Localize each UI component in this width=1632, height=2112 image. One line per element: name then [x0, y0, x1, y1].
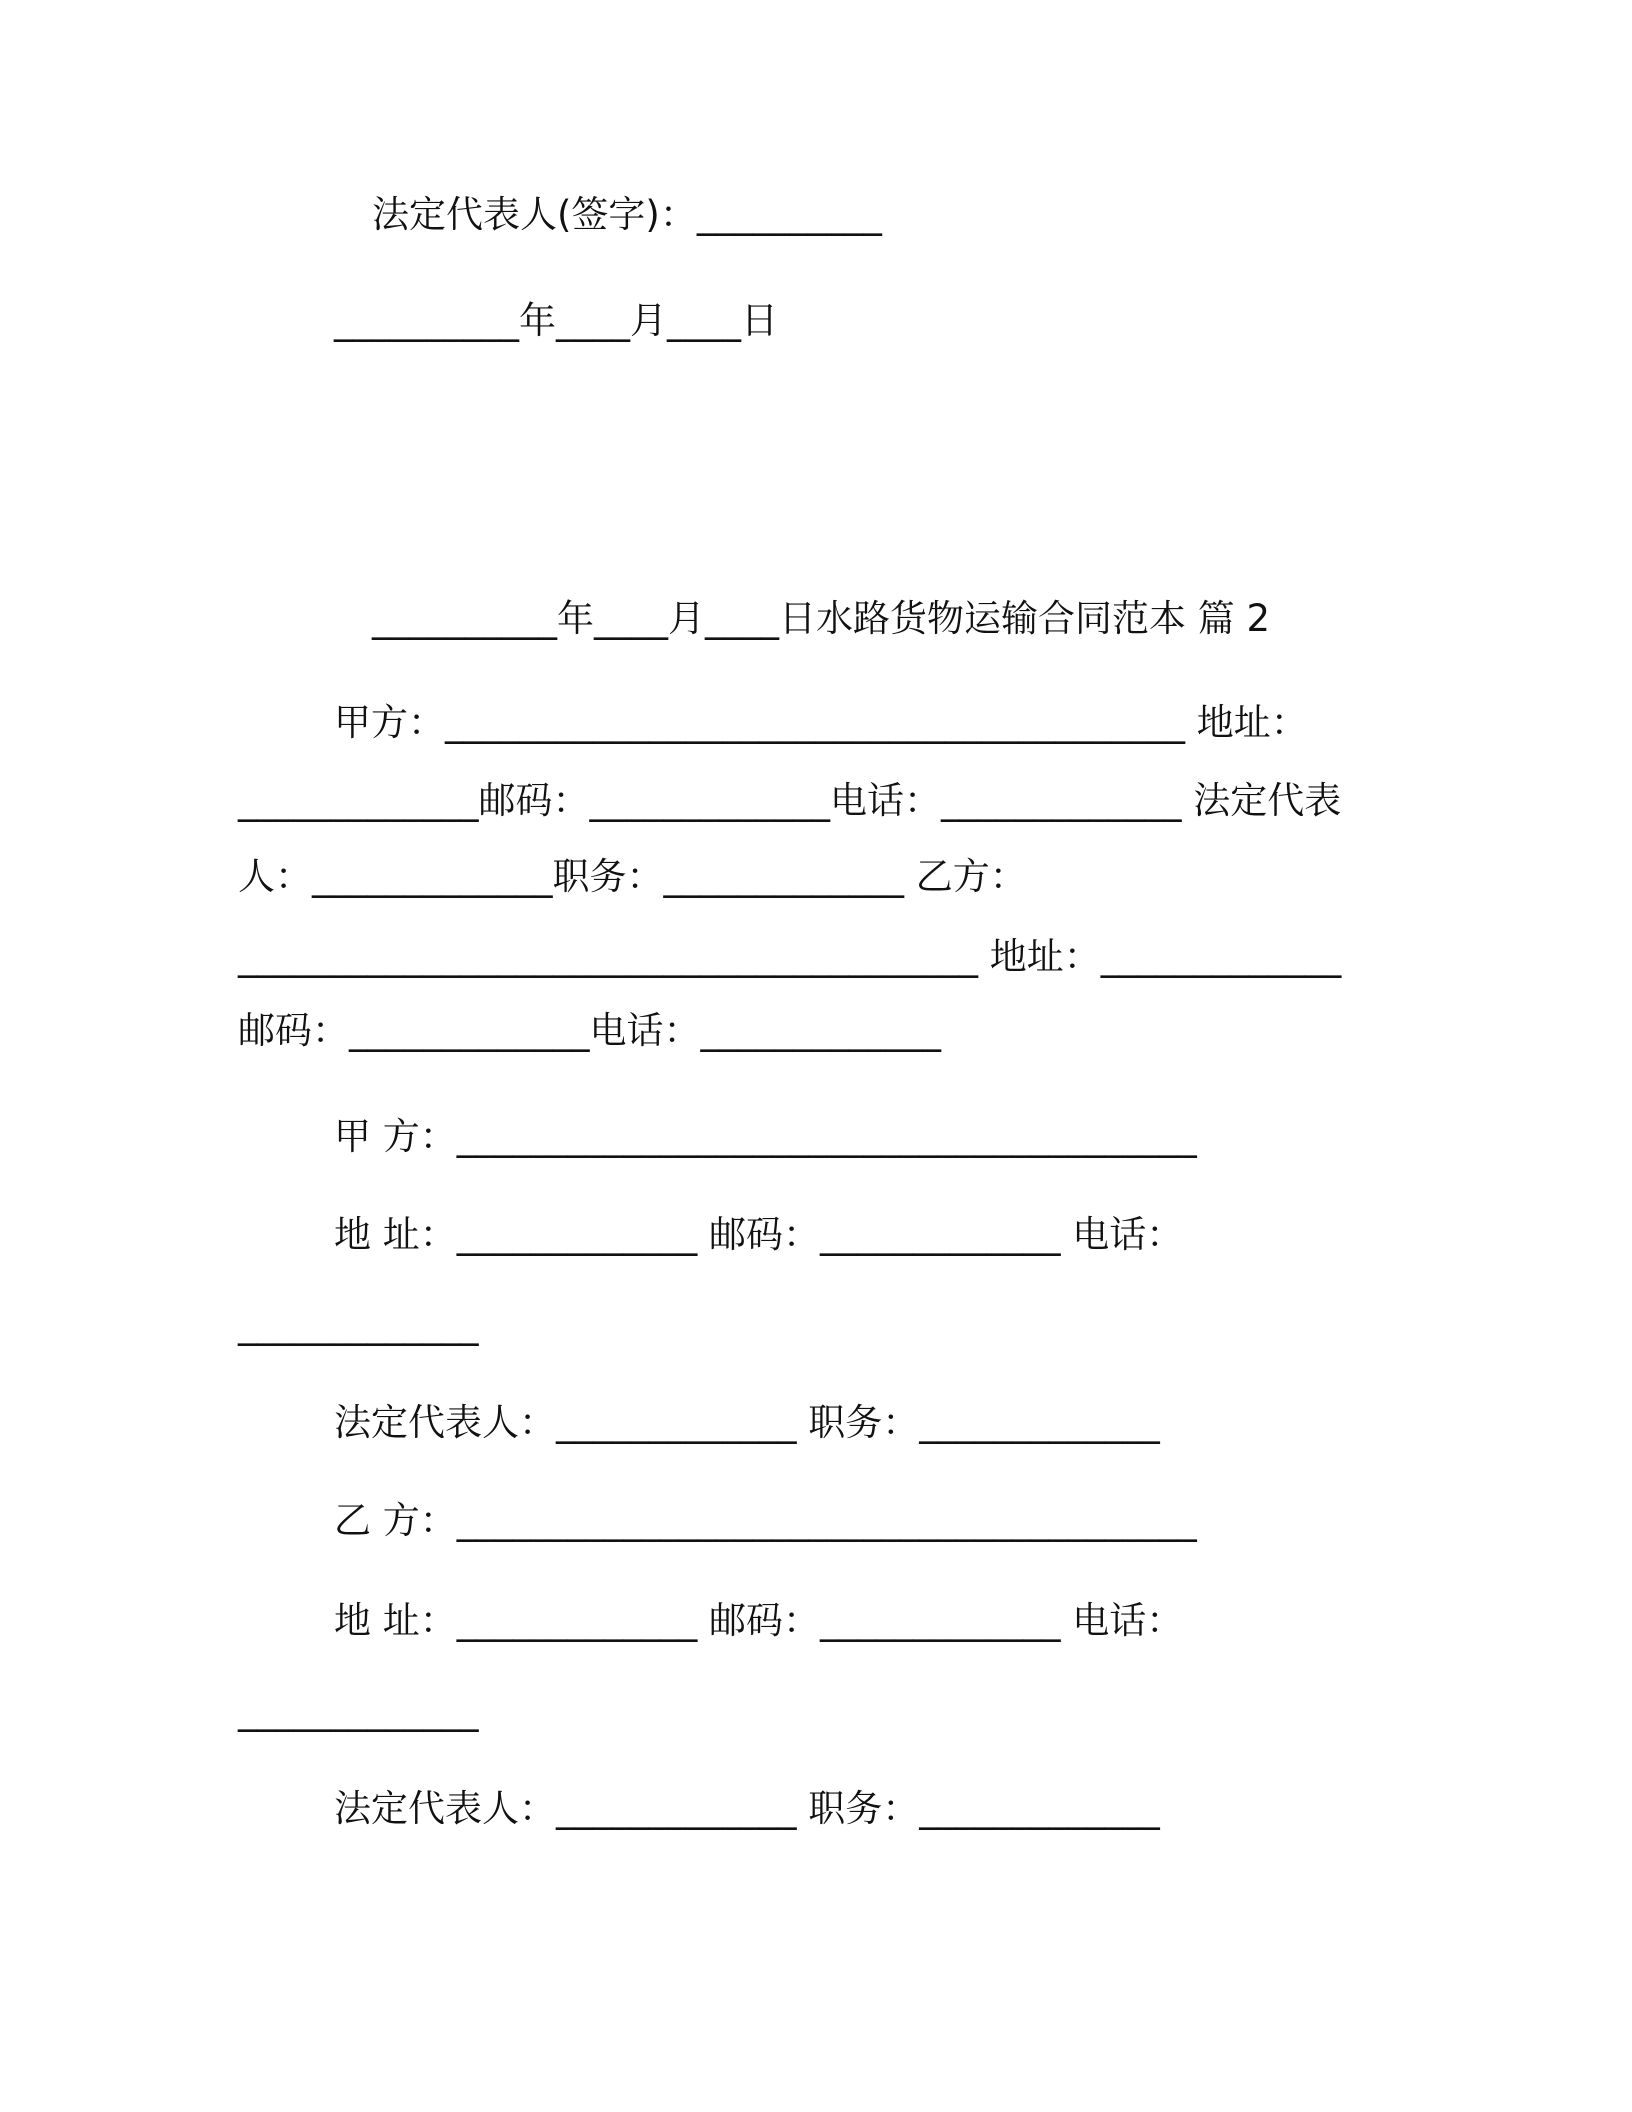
party-a-phone-line: _____________ — [238, 1303, 479, 1346]
party-b-contact-line: 邮码：_____________电话：_____________ — [238, 1009, 941, 1052]
party-a-name-line: 甲 方：________________________________________ — [334, 1115, 1197, 1158]
date-line: __________年____月____日 — [334, 299, 778, 342]
party-a-address-line: 地 址：_____________ 邮码：_____________ 电话： — [334, 1213, 1184, 1256]
party-b-representative-line: 法定代表人：_____________ 职务：_____________ — [334, 1787, 1160, 1830]
contact-line: _____________邮码：_____________电话：_____________ 法定代表 — [238, 779, 1342, 822]
section-title: __________年____月____日水路货物运输合同范本 篇 2 — [372, 597, 1271, 640]
party-b-address-line: ________________________________________ 地址：_____________ — [238, 935, 1342, 978]
party-b-address-detail-line: 地 址：_____________ 邮码：_____________ 电话： — [334, 1599, 1184, 1642]
representative-line: 人：_____________职务：_____________ 乙方： — [238, 855, 1027, 898]
party-b-name-line: 乙 方：________________________________________ — [334, 1499, 1197, 1542]
party-a-representative-line: 法定代表人：_____________ 职务：_____________ — [334, 1401, 1160, 1444]
party-b-phone-line: _____________ — [238, 1689, 479, 1732]
signature-line: 法定代表人(签字)：__________ — [372, 193, 882, 236]
party-a-line: 甲方：________________________________________ 地址： — [334, 701, 1308, 744]
